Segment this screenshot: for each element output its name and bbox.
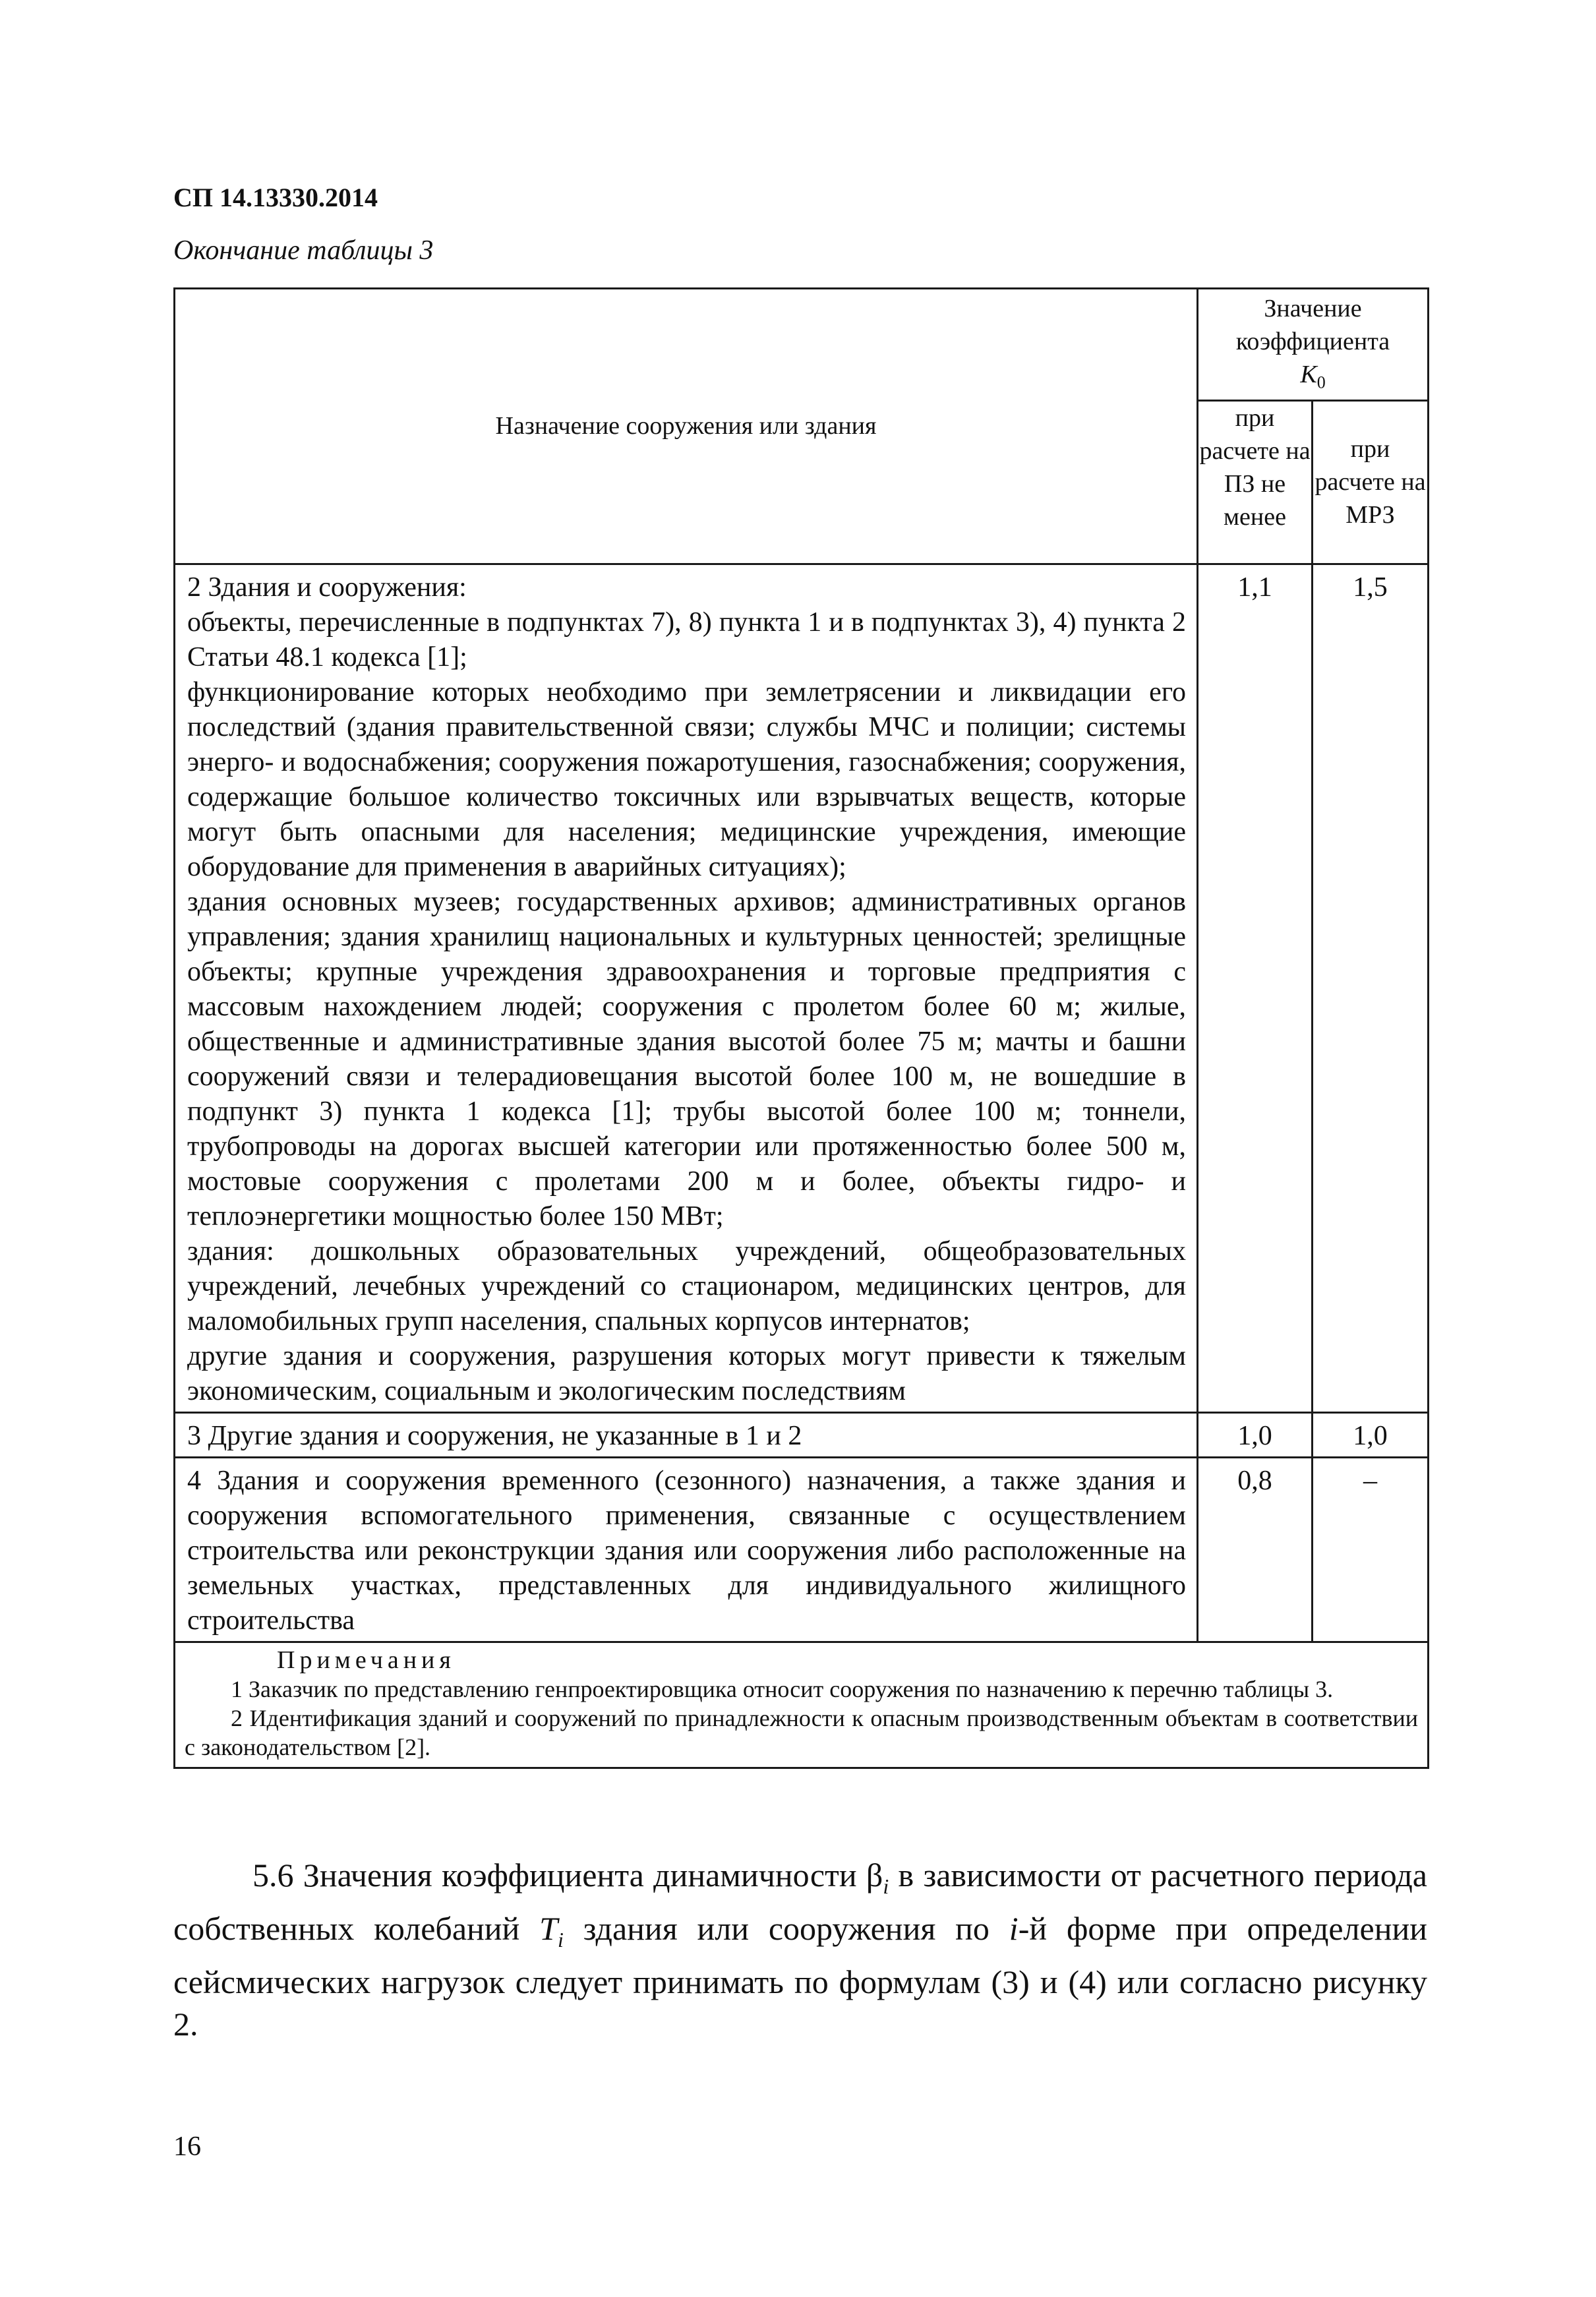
row-3-pz-value: 1,0 (1198, 1412, 1313, 1457)
row-4-mrz-value: – (1313, 1457, 1429, 1642)
paragraph-part4: -й форме при определении сейсмических нагрузок следует принимать по формулам (3) и (4) или согласно рисунку 2. (173, 1910, 1427, 2043)
paragraph-5-6 (173, 1854, 1427, 2045)
header-coefficient-subscript: 0 (1316, 373, 1326, 392)
notes-title: Примечания (277, 1646, 456, 1674)
row-4-line: 4 Здания и сооружения временного (сезонного) назначения, а также здания и сооружения вспомогательного применения, связанные с осуществлением строительства или реконструкции здания или сооружения либо расположенные на земельных участках, представленных для индивидуального жилищного строительства (187, 1465, 1186, 1636)
row-2-line: здания основных музеев; государственных архивов; административных органов управления; здания хранилищ национальных и культурных ценностей; зрелищные объекты; крупные учреждения здравоохранения и торговые предприятия с массовым нахождением людей; сооружения с пролетом более 60 м; жилые, общественные и административные здания высотой более 75 м; мачты и башни сооружений связи и телерадиовещания высотой более 100 м, не вошедшие в подпункт 3) пункта 1 кодекса [1]; трубы высотой более 100 м; тоннели, трубопроводы на дорогах высшей категории или протяженностью более 500 м, мостовые сооружения с пролетами 200 м и более, объекты гидро- и теплоэнергетики мощностью более 150 МВт; (187, 886, 1186, 1232)
paragraph-symbol-i: i (1009, 1910, 1019, 1947)
table-3 (173, 287, 1429, 1769)
row-2-line: здания: дошкольных образовательных учреждений, общеобразовательных учреждений, лечебных учреждений со стационаром, медицинских центров, для маломобильных групп населения, спальных корпусов интернатов; (187, 1236, 1186, 1336)
row-3-text (175, 1412, 1198, 1457)
note-item: 2 Идентификация зданий и сооружений по принадлежности к опасным производственным объектам в соответствии с законодательством [2]. (185, 1704, 1419, 1760)
notes-cell (175, 1642, 1429, 1768)
table-row (175, 1412, 1429, 1457)
paragraph-symbol-T: T (539, 1910, 558, 1947)
row-4-pz-value: 0,8 (1198, 1457, 1313, 1642)
table-row (175, 1457, 1429, 1642)
table-caption: Окончание таблицы 3 (173, 235, 434, 266)
document-code: СП 14.13330.2014 (173, 183, 378, 212)
header-coefficient (1198, 289, 1429, 401)
row-3-mrz-value: 1,0 (1313, 1412, 1429, 1457)
row-2-text (175, 564, 1198, 1412)
paragraph-text (173, 1854, 1427, 2045)
page-number: 16 (173, 2132, 201, 2162)
row-2-line: объекты, перечисленные в подпунктах 7), 8) пункта 1 и в подпунктах 3), 4) пункта 2 Статьи 48.1 кодекса [1]; (187, 607, 1186, 672)
paragraph-T-subscript: i (557, 1928, 564, 1952)
header-coefficient-label: Значение коэффициента (1235, 295, 1390, 355)
paragraph-part3: здания или сооружения по (563, 1910, 1009, 1947)
paragraph-beta-subscript: i (883, 1874, 889, 1898)
note-item: 1 Заказчик по представлению генпроектировщика относит сооружения по назначению к перечню таблицы 3. (231, 1675, 1334, 1702)
row-2-pz-value: 1,1 (1198, 564, 1313, 1412)
row-2-mrz-value: 1,5 (1313, 564, 1429, 1412)
notes-row (175, 1642, 1429, 1768)
row-2-line: функционирование которых необходимо при землетрясении и ликвидации его последствий (здания правительственной связи; службы МЧС и полиции; системы энерго- и водоснабжения; сооружения пожаротушения, газоснабжения; сооружения, содержащие большое количество токсичных или взрывчатых веществ, которые могут быть опасными для населения; медицинские учреждения, имеющие оборудование для применения в аварийных ситуациях); (187, 676, 1186, 882)
row-3-line: 3 Другие здания и сооружения, не указанные в 1 и 2 (187, 1420, 802, 1451)
header-purpose: Назначение сооружения или здания (175, 289, 1198, 564)
row-2-line: 2 Здания и сооружения: (187, 572, 467, 603)
row-2-line: другие здания и сооружения, разрушения которых могут привести к тяжелым экономическим, социальным и экологическим последствиям (187, 1340, 1186, 1406)
header-coefficient-symbol: K (1300, 361, 1317, 388)
header-col-pz: при расчете на ПЗ не менее (1198, 400, 1313, 564)
paragraph-part2: в зависимости от расчетного периода собственных колебаний (173, 1857, 1427, 1947)
table-row (175, 564, 1429, 1412)
row-4-text (175, 1457, 1198, 1642)
paragraph-part1: 5.6 Значения коэффициента динамичности β (252, 1857, 883, 1894)
header-col-mrz: при расчете на МРЗ (1313, 400, 1429, 564)
